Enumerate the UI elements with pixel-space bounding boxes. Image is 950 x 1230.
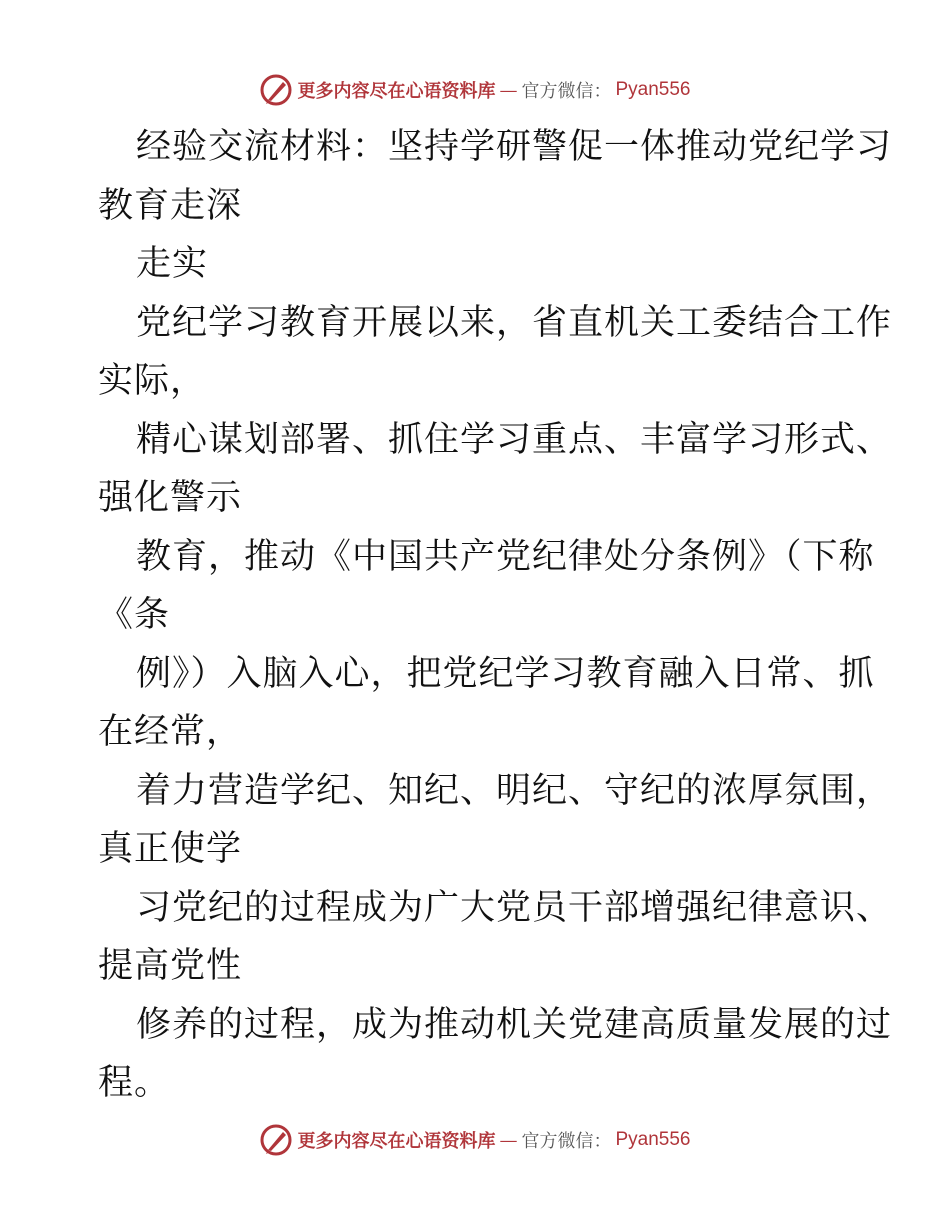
text-line: 精心谋划部署、抓住学习重点、丰富学习形式、 — [136, 419, 893, 460]
watermark-official-label: 官方微信： — [521, 81, 612, 102]
text-line: 教育，推动《中国共产党纪律处分条例》（下称 — [136, 536, 875, 577]
footer-watermark — [0, 1122, 950, 1158]
quill-pen-logo-icon — [259, 1123, 293, 1157]
document-body — [98, 118, 893, 1113]
watermark-wechat-id: Pyan556 — [615, 1129, 691, 1150]
text-line: 走实 — [136, 244, 209, 284]
text-line: 在经常， — [98, 712, 243, 752]
text-line: 《条 — [98, 595, 171, 635]
quill-pen-logo-icon — [259, 73, 293, 107]
header-watermark — [0, 72, 950, 108]
watermark-dash: — — [499, 1129, 518, 1151]
watermark-wechat-id: Pyan556 — [615, 79, 691, 100]
text-line: 党纪学习教育开展以来，省直机关工委结合工作 — [136, 302, 893, 343]
text-line: 提高党性 — [98, 946, 243, 986]
text-line: 真正使学 — [98, 829, 243, 869]
text-line: 着力营造学纪、知纪、明纪、守纪的浓厚氛围， — [136, 770, 893, 811]
text-line: 教育走深 — [98, 185, 243, 226]
watermark-official-label: 官方微信： — [521, 1131, 612, 1152]
text-line: 强化警示 — [98, 478, 243, 518]
text-line: 习党纪的过程成为广大党员干部增强纪律意识、 — [136, 887, 893, 928]
watermark-dash: — — [499, 79, 518, 101]
text-line: 实际， — [98, 361, 207, 401]
text-line: 修养的过程，成为推动机关党建高质量发展的过 — [136, 1004, 893, 1045]
text-line: 例》）入脑入心，把党纪学习教育融入日常、抓 — [136, 653, 875, 694]
text-line: 程。 — [98, 1063, 171, 1103]
watermark-brand-text: 更多内容尽在心语资料库 — [297, 1131, 496, 1152]
text-line: 经验交流材料：坚持学研警促一体推动党纪学习 — [136, 127, 893, 167]
watermark-brand-text: 更多内容尽在心语资料库 — [297, 81, 496, 102]
